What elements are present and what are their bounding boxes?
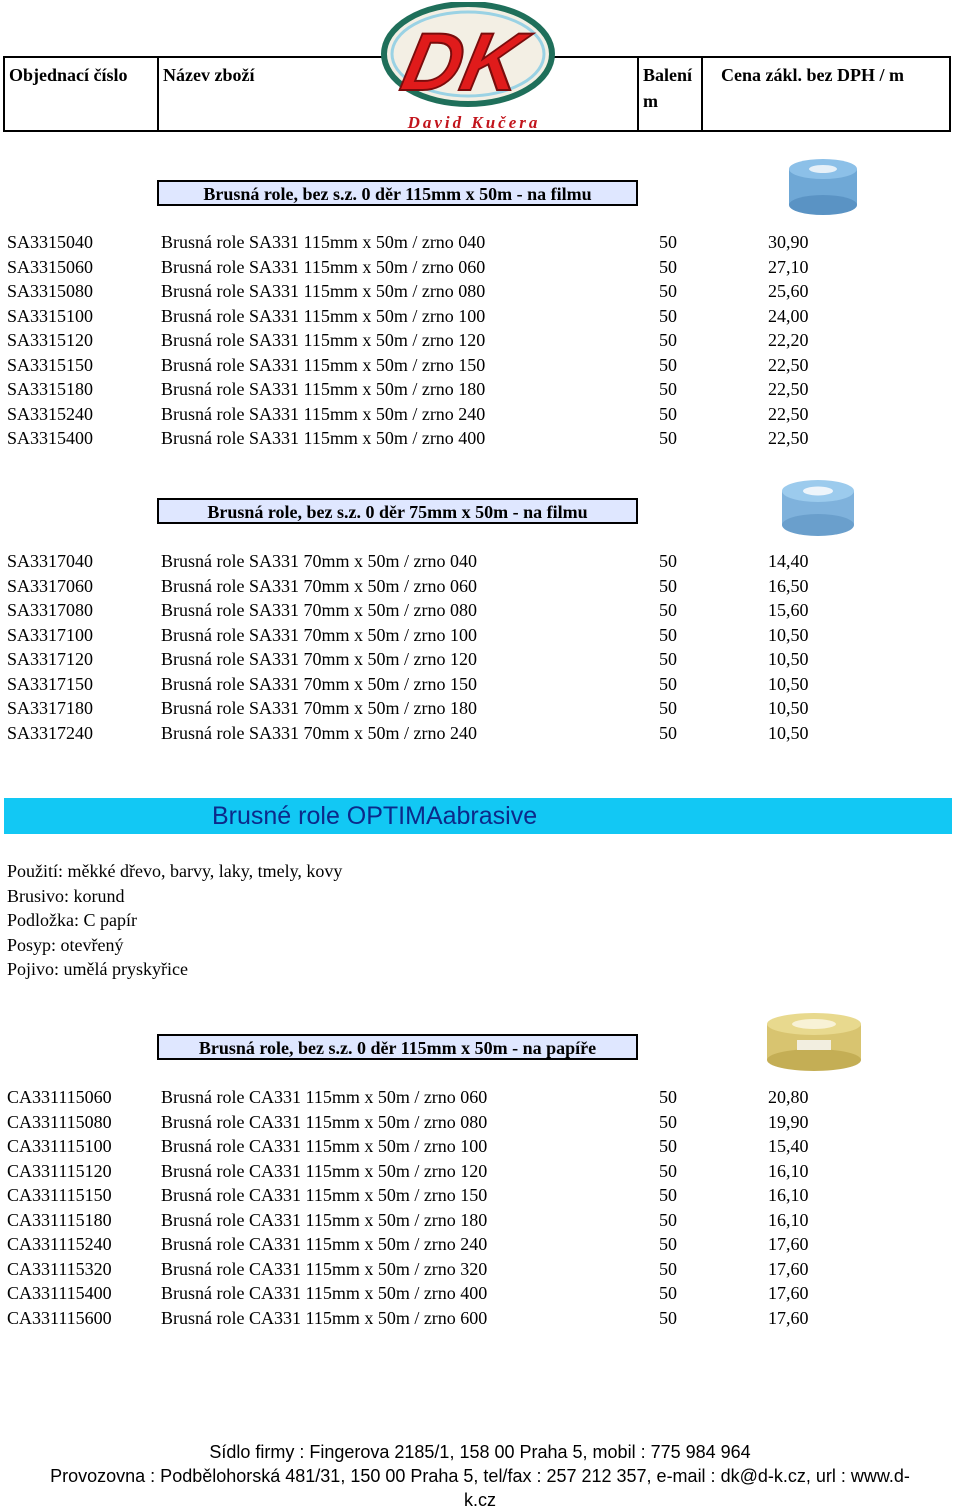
header-pack-line1: Balení (643, 65, 693, 85)
row-name: Brusná role CA331 115mm x 50m / zrno 120 (161, 1160, 488, 1181)
row-name: Brusná role SA331 70mm x 50m / zrno 120 (161, 649, 477, 669)
row-price: 19,90 (768, 1111, 809, 1132)
row-code: SA3315240 (7, 403, 94, 424)
company-logo (372, 2, 584, 132)
row-code: CA331115120 (7, 1160, 112, 1181)
row-price: 16,10 (768, 1185, 809, 1205)
row-name: Brusná role SA331 70mm x 50m / zrno 100 (161, 624, 477, 645)
row-price: 10,50 (768, 698, 809, 718)
row-name: Brusná role CA331 115mm x 50m / zrno 240 (161, 1234, 488, 1254)
row-price: 15,60 (768, 600, 809, 620)
row-name: Brusná role CA331 115mm x 50m / zrno 320 (161, 1258, 488, 1279)
row-price: 25,60 (768, 281, 809, 301)
table-row (0, 623, 960, 647)
footer-url-continued: k.cz (463, 1490, 496, 1510)
header-code: Objednací číslo (9, 65, 128, 85)
table-row (0, 1208, 960, 1232)
footer-headquarters: Sídlo firmy : Fingerova 2185/1, 158 00 Praha 5, mobil : 775 984 964 (209, 1442, 751, 1462)
row-pack: 50 (659, 354, 677, 375)
table-row (0, 574, 960, 598)
section-title: Brusná role, bez s.z. 0 děr 115mm x 50m - na papíře (157, 1034, 638, 1060)
info-coating: Posyp: otevřený (7, 934, 124, 955)
row-code: CA331115100 (7, 1136, 112, 1156)
footer-branch: Provozovna : Podbělohorská 481/31, 150 00 Praha 5, tel/fax : 257 212 357, e-mail : dk@d-k.cz, url : www.d- (50, 1466, 910, 1486)
row-price: 17,60 (768, 1307, 809, 1328)
svg-text:DK: DK (394, 15, 533, 108)
row-pack: 50 (659, 575, 677, 596)
row-name: Brusná role SA331 70mm x 50m / zrno 040 (161, 551, 477, 571)
row-code: CA331115400 (7, 1283, 112, 1303)
row-code: SA3315150 (7, 354, 94, 375)
table-row (0, 304, 960, 328)
row-pack: 50 (659, 403, 677, 424)
table-row (0, 402, 960, 426)
header-pack (639, 58, 701, 130)
row-price: 24,00 (768, 305, 809, 326)
header-name: Název zboží (163, 65, 255, 85)
row-code: SA3317180 (7, 698, 94, 718)
row-pack: 50 (659, 1283, 677, 1303)
row-code: SA3315180 (7, 379, 94, 399)
row-price: 10,50 (768, 649, 809, 669)
row-code: SA3315060 (7, 256, 94, 277)
banner-title: Brusné role OPTIMAabrasive (212, 802, 538, 830)
row-pack: 50 (659, 1111, 677, 1132)
row-pack: 50 (659, 551, 677, 571)
info-usage: Použití: měkké dřevo, barvy, laky, tmely, kovy (7, 861, 343, 881)
row-name: Brusná role SA331 70mm x 50m / zrno 180 (161, 698, 477, 718)
table-row (0, 1183, 960, 1207)
row-price: 17,60 (768, 1234, 809, 1254)
row-code: SA3317240 (7, 722, 94, 743)
svg-text:David Kučera: David Kučera (407, 113, 541, 132)
row-price: 10,50 (768, 673, 809, 694)
row-pack: 50 (659, 698, 677, 718)
table-row (0, 426, 960, 450)
row-pack: 50 (659, 624, 677, 645)
row-name: Brusná role SA331 70mm x 50m / zrno 060 (161, 575, 477, 596)
row-price: 30,90 (768, 232, 809, 252)
row-pack: 50 (659, 1160, 677, 1181)
row-code: SA3317120 (7, 649, 94, 669)
table-row (0, 1257, 960, 1281)
table-row (0, 647, 960, 671)
row-price: 27,10 (768, 256, 809, 277)
table-row (0, 1306, 960, 1330)
product-image-blue-roll (783, 155, 863, 219)
table-row (0, 377, 960, 401)
info-abrasive: Brusivo: korund (7, 885, 125, 906)
row-name: Brusná role CA331 115mm x 50m / zrno 060 (161, 1087, 488, 1107)
row-code: CA331115150 (7, 1185, 112, 1205)
row-pack: 50 (659, 722, 677, 743)
row-price: 16,50 (768, 575, 809, 596)
row-code: SA3315080 (7, 281, 94, 301)
row-pack: 50 (659, 1258, 677, 1279)
row-pack: 50 (659, 330, 677, 350)
row-price: 15,40 (768, 1136, 809, 1156)
table-row (0, 1085, 960, 1109)
row-pack: 50 (659, 281, 677, 301)
row-code: CA331115600 (7, 1307, 112, 1328)
row-code: CA331115320 (7, 1258, 112, 1279)
row-price: 22,50 (768, 354, 809, 375)
table-row (0, 1281, 960, 1305)
header-divider (701, 58, 703, 130)
row-price: 14,40 (768, 551, 809, 571)
row-price: 22,50 (768, 379, 809, 399)
table-row (0, 672, 960, 696)
row-pack: 50 (659, 232, 677, 252)
row-pack: 50 (659, 305, 677, 326)
table-row (0, 353, 960, 377)
row-pack: 50 (659, 1185, 677, 1205)
row-name: Brusná role SA331 115mm x 50m / zrno 180 (161, 379, 486, 399)
row-name: Brusná role SA331 115mm x 50m / zrno 150 (161, 354, 486, 375)
table-row (0, 1159, 960, 1183)
row-code: SA3317150 (7, 673, 94, 694)
row-price: 10,50 (768, 624, 809, 645)
row-pack: 50 (659, 1087, 677, 1107)
table-row (0, 598, 960, 622)
row-name: Brusná role CA331 115mm x 50m / zrno 600 (161, 1307, 488, 1328)
table-row (0, 328, 960, 352)
row-name: Brusná role SA331 115mm x 50m / zrno 240 (161, 403, 486, 424)
row-price: 17,60 (768, 1283, 809, 1303)
row-pack: 50 (659, 1234, 677, 1254)
section-title: Brusná role, bez s.z. 0 děr 115mm x 50m - na filmu (157, 180, 638, 206)
brand-banner (4, 798, 952, 834)
row-code: SA3317040 (7, 551, 94, 571)
table-row (0, 721, 960, 745)
header-pack-line2: m (643, 91, 658, 111)
table-row (0, 230, 960, 254)
row-code: SA3315400 (7, 428, 94, 448)
table-row (0, 1110, 960, 1134)
row-name: Brusná role SA331 70mm x 50m / zrno 150 (161, 673, 477, 694)
row-price: 10,50 (768, 722, 809, 743)
row-price: 17,60 (768, 1258, 809, 1279)
product-image-blue-roll (778, 477, 858, 541)
row-code: CA331115080 (7, 1111, 112, 1132)
row-pack: 50 (659, 256, 677, 277)
row-name: Brusná role SA331 70mm x 50m / zrno 080 (161, 600, 477, 620)
row-pack: 50 (659, 428, 677, 448)
row-price: 16,10 (768, 1160, 809, 1181)
table-row (0, 549, 960, 573)
row-pack: 50 (659, 379, 677, 399)
row-code: CA331115180 (7, 1209, 112, 1230)
info-bond: Pojivo: umělá pryskyřice (7, 959, 188, 979)
row-name: Brusná role CA331 115mm x 50m / zrno 400 (161, 1283, 488, 1303)
row-code: SA3315120 (7, 330, 94, 350)
row-pack: 50 (659, 1209, 677, 1230)
row-price: 16,10 (768, 1209, 809, 1230)
row-name: Brusná role SA331 115mm x 50m / zrno 080 (161, 281, 486, 301)
table-row (0, 279, 960, 303)
row-pack: 50 (659, 649, 677, 669)
row-code: SA3317060 (7, 575, 94, 596)
row-code: SA3315100 (7, 305, 94, 326)
row-name: Brusná role CA331 115mm x 50m / zrno 100 (161, 1136, 488, 1156)
row-code: CA331115240 (7, 1234, 112, 1254)
row-name: Brusná role SA331 115mm x 50m / zrno 040 (161, 232, 486, 252)
table-row (0, 1232, 960, 1256)
row-name: Brusná role SA331 115mm x 50m / zrno 120 (161, 330, 486, 350)
row-code: SA3317100 (7, 624, 94, 645)
table-row (0, 696, 960, 720)
product-image-yellow-roll (763, 1010, 865, 1074)
row-name: Brusná role CA331 115mm x 50m / zrno 180 (161, 1209, 488, 1230)
table-row (0, 255, 960, 279)
row-code: CA331115060 (7, 1087, 112, 1107)
row-price: 22,20 (768, 330, 809, 350)
row-pack: 50 (659, 1136, 677, 1156)
row-price: 20,80 (768, 1087, 809, 1107)
row-name: Brusná role CA331 115mm x 50m / zrno 150 (161, 1185, 488, 1205)
row-pack: 50 (659, 673, 677, 694)
row-name: Brusná role SA331 115mm x 50m / zrno 100 (161, 305, 486, 326)
row-name: Brusná role SA331 115mm x 50m / zrno 060 (161, 256, 486, 277)
row-pack: 50 (659, 1307, 677, 1328)
info-backing: Podložka: C papír (7, 910, 137, 930)
row-price: 22,50 (768, 428, 809, 448)
row-price: 22,50 (768, 403, 809, 424)
row-pack: 50 (659, 600, 677, 620)
row-code: SA3317080 (7, 600, 94, 620)
row-name: Brusná role CA331 115mm x 50m / zrno 080 (161, 1111, 488, 1132)
row-name: Brusná role SA331 70mm x 50m / zrno 240 (161, 722, 477, 743)
section-title: Brusná role, bez s.z. 0 děr 75mm x 50m - na filmu (157, 498, 638, 524)
row-code: SA3315040 (7, 232, 94, 252)
table-row (0, 1134, 960, 1158)
row-name: Brusná role SA331 115mm x 50m / zrno 400 (161, 428, 486, 448)
header-price: Cena zákl. bez DPH / m (721, 65, 904, 85)
